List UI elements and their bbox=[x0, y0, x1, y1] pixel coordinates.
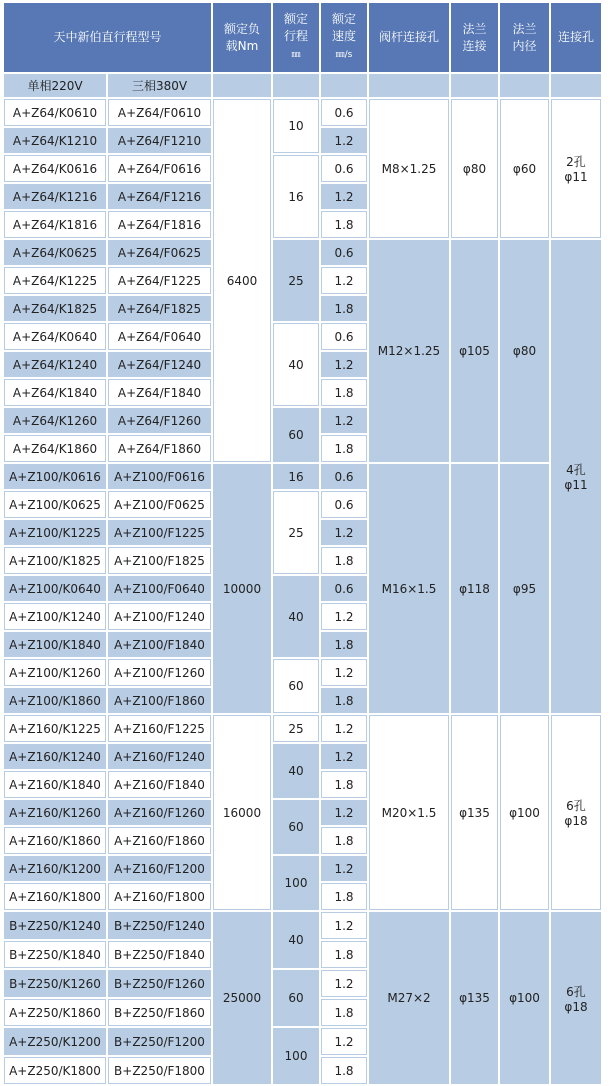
header-inner-line2: 内径 bbox=[512, 38, 537, 53]
model-single-phase: A+Z64/K0610 bbox=[4, 99, 106, 126]
rated-stroke: 16 bbox=[273, 464, 319, 489]
rod-connection: M20×1.5 bbox=[369, 715, 449, 910]
rod-connection: M8×1.25 bbox=[369, 99, 449, 238]
model-single-phase: A+Z64/K1840 bbox=[4, 379, 106, 406]
rated-load: 16000 bbox=[213, 715, 271, 910]
header-stroke bbox=[273, 3, 319, 72]
header-row bbox=[4, 3, 601, 72]
rated-stroke: 25 bbox=[273, 491, 319, 574]
model-three-phase: A+Z160/F1200 bbox=[108, 856, 211, 881]
model-three-phase: A+Z160/F1225 bbox=[108, 715, 211, 742]
header-speed-line2: 速度 bbox=[331, 29, 356, 43]
rated-load: 10000 bbox=[213, 464, 271, 713]
model-single-phase: A+Z100/K1260 bbox=[4, 659, 106, 686]
rated-speed: 1.8 bbox=[321, 688, 367, 713]
table-body bbox=[4, 74, 601, 1084]
rated-speed: 1.8 bbox=[321, 827, 367, 854]
model-single-phase: A+Z64/K0640 bbox=[4, 323, 106, 350]
hole-count: 2孔 bbox=[566, 155, 586, 169]
subheader-empty bbox=[213, 74, 271, 97]
subheader-row bbox=[4, 74, 601, 97]
flange-inner-diameter: φ60 bbox=[500, 99, 549, 238]
rated-speed: 1.2 bbox=[321, 184, 367, 209]
rated-speed: 1.2 bbox=[321, 659, 367, 686]
rated-speed: 1.2 bbox=[321, 715, 367, 742]
model-three-phase: A+Z160/F1860 bbox=[108, 827, 211, 854]
flange-connection: φ80 bbox=[451, 99, 498, 238]
rated-speed: 1.8 bbox=[321, 379, 367, 406]
rated-load: 6400 bbox=[213, 99, 271, 462]
model-three-phase: A+Z160/F1840 bbox=[108, 771, 211, 798]
flange-connection: φ105 bbox=[451, 240, 498, 462]
rated-speed: 0.6 bbox=[321, 323, 367, 350]
subheader-single-phase: 单相220V bbox=[4, 74, 106, 97]
rated-stroke: 40 bbox=[273, 323, 319, 406]
model-single-phase: A+Z64/K1260 bbox=[4, 408, 106, 433]
model-single-phase: A+Z64/K0625 bbox=[4, 240, 106, 265]
table-row bbox=[4, 715, 601, 742]
rated-speed: 1.2 bbox=[321, 603, 367, 630]
rated-speed: 1.2 bbox=[321, 408, 367, 433]
rated-speed: 1.8 bbox=[321, 941, 367, 968]
hole-count: 6孔 bbox=[566, 799, 586, 813]
model-three-phase: A+Z64/F1840 bbox=[108, 379, 211, 406]
model-three-phase: A+Z64/F0640 bbox=[108, 323, 211, 350]
model-three-phase: A+Z160/F1800 bbox=[108, 883, 211, 910]
model-single-phase: B+Z250/K1260 bbox=[4, 970, 106, 997]
model-single-phase: A+Z160/K1800 bbox=[4, 883, 106, 910]
rated-stroke: 40 bbox=[273, 744, 319, 798]
spec-table bbox=[2, 1, 603, 1086]
rated-stroke: 60 bbox=[273, 970, 319, 1026]
subheader-empty bbox=[273, 74, 319, 97]
model-single-phase: A+Z64/K1825 bbox=[4, 296, 106, 321]
header-flange-line2: 连接 bbox=[462, 38, 487, 53]
rated-speed: 1.2 bbox=[321, 128, 367, 153]
model-single-phase: A+Z64/K1225 bbox=[4, 267, 106, 294]
model-three-phase: A+Z64/F0610 bbox=[108, 99, 211, 126]
rated-speed: 1.2 bbox=[321, 267, 367, 294]
model-single-phase: A+Z64/K1240 bbox=[4, 352, 106, 377]
header-model: 天中新伯直行程型号 bbox=[4, 3, 211, 72]
rated-speed: 1.8 bbox=[321, 883, 367, 910]
model-three-phase: A+Z100/F0625 bbox=[108, 491, 211, 518]
header-speed-unit: ㎜/s bbox=[335, 50, 353, 60]
hole-diameter: φ18 bbox=[564, 999, 588, 1014]
model-three-phase: A+Z100/F1860 bbox=[108, 688, 211, 713]
model-single-phase: A+Z100/K0616 bbox=[4, 464, 106, 489]
flange-connection: φ135 bbox=[451, 715, 498, 910]
header-flange bbox=[451, 3, 498, 72]
model-three-phase: B+Z250/F1800 bbox=[108, 1057, 211, 1084]
flange-inner-diameter: φ80 bbox=[500, 240, 549, 462]
rated-speed: 1.8 bbox=[321, 771, 367, 798]
hole-count: 4孔 bbox=[566, 463, 586, 477]
rated-speed: 1.8 bbox=[321, 999, 367, 1026]
model-three-phase: A+Z160/F1260 bbox=[108, 800, 211, 825]
subheader-empty bbox=[369, 74, 449, 97]
header-flange-line1: 法兰 bbox=[462, 21, 487, 36]
model-three-phase: A+Z64/F0625 bbox=[108, 240, 211, 265]
header-speed-line1: 额定 bbox=[331, 12, 356, 26]
header-inner-line1: 法兰 bbox=[512, 21, 537, 36]
model-single-phase: A+Z160/K1225 bbox=[4, 715, 106, 742]
rated-stroke: 60 bbox=[273, 800, 319, 854]
header-stroke-line2: 行程 bbox=[283, 29, 308, 43]
hole-diameter: φ18 bbox=[564, 814, 588, 828]
header-load bbox=[213, 3, 271, 72]
model-three-phase: B+Z250/F1840 bbox=[108, 941, 211, 968]
rated-stroke: 25 bbox=[273, 715, 319, 742]
rated-speed: 1.2 bbox=[321, 744, 367, 769]
rated-stroke: 100 bbox=[273, 1028, 319, 1084]
rated-speed: 1.2 bbox=[321, 856, 367, 881]
rated-speed: 0.6 bbox=[321, 240, 367, 265]
hole-count: 6孔 bbox=[566, 984, 586, 999]
model-single-phase: A+Z100/K1240 bbox=[4, 603, 106, 630]
rated-stroke: 100 bbox=[273, 856, 319, 910]
model-single-phase: B+Z250/K1240 bbox=[4, 912, 106, 939]
header-speed bbox=[321, 3, 367, 72]
subheader-empty bbox=[500, 74, 549, 97]
model-three-phase: A+Z100/F1225 bbox=[108, 520, 211, 545]
model-single-phase: A+Z160/K1860 bbox=[4, 827, 106, 854]
model-single-phase: A+Z64/K0616 bbox=[4, 155, 106, 182]
model-single-phase: A+Z100/K1840 bbox=[4, 632, 106, 657]
subheader-empty bbox=[551, 74, 601, 97]
rated-stroke: 10 bbox=[273, 99, 319, 153]
header-inner bbox=[500, 3, 549, 72]
model-three-phase: B+Z250/F1260 bbox=[108, 970, 211, 997]
rated-speed: 1.2 bbox=[321, 970, 367, 997]
model-three-phase: A+Z64/F1860 bbox=[108, 435, 211, 462]
table-row bbox=[4, 912, 601, 939]
model-three-phase: A+Z64/F1816 bbox=[108, 211, 211, 238]
connection-hole bbox=[551, 240, 601, 713]
connection-hole bbox=[551, 912, 601, 1084]
model-single-phase: A+Z64/K1860 bbox=[4, 435, 106, 462]
model-single-phase: A+Z100/K1860 bbox=[4, 688, 106, 713]
model-three-phase: A+Z100/F1260 bbox=[108, 659, 211, 686]
model-single-phase: A+Z100/K1825 bbox=[4, 547, 106, 574]
header-stroke-line1: 额定 bbox=[283, 12, 308, 26]
rated-stroke: 25 bbox=[273, 240, 319, 321]
rated-stroke: 60 bbox=[273, 659, 319, 713]
model-three-phase: A+Z64/F1240 bbox=[108, 352, 211, 377]
model-three-phase: B+Z250/F1860 bbox=[108, 999, 211, 1026]
rated-speed: 0.6 bbox=[321, 155, 367, 182]
model-single-phase: A+Z100/K1225 bbox=[4, 520, 106, 545]
flange-connection: φ118 bbox=[451, 464, 498, 713]
model-single-phase: A+Z160/K1840 bbox=[4, 771, 106, 798]
flange-inner-diameter: φ100 bbox=[500, 912, 549, 1084]
model-three-phase: B+Z250/F1200 bbox=[108, 1028, 211, 1055]
model-single-phase: A+Z160/K1240 bbox=[4, 744, 106, 769]
rated-speed: 1.8 bbox=[321, 211, 367, 238]
hole-diameter: φ11 bbox=[564, 478, 588, 492]
model-single-phase: A+Z250/K1800 bbox=[4, 1057, 106, 1084]
header-load-line1: 额定负 bbox=[223, 21, 260, 36]
rated-speed: 1.8 bbox=[321, 632, 367, 657]
rated-speed: 0.6 bbox=[321, 491, 367, 518]
model-three-phase: A+Z64/F1825 bbox=[108, 296, 211, 321]
model-single-phase: B+Z250/K1840 bbox=[4, 941, 106, 968]
rated-speed: 0.6 bbox=[321, 99, 367, 126]
model-single-phase: A+Z100/K0625 bbox=[4, 491, 106, 518]
model-three-phase: A+Z64/F1260 bbox=[108, 408, 211, 433]
rated-speed: 1.8 bbox=[321, 1057, 367, 1084]
rod-connection: M27×2 bbox=[369, 912, 449, 1084]
subheader-empty bbox=[451, 74, 498, 97]
rated-stroke: 40 bbox=[273, 576, 319, 657]
model-three-phase: A+Z100/F0616 bbox=[108, 464, 211, 489]
model-three-phase: B+Z250/F1240 bbox=[108, 912, 211, 939]
header-hole: 连接孔 bbox=[551, 3, 601, 72]
flange-connection: φ135 bbox=[451, 912, 498, 1084]
model-three-phase: A+Z64/F1216 bbox=[108, 184, 211, 209]
rated-stroke: 40 bbox=[273, 912, 319, 968]
rated-speed: 1.2 bbox=[321, 1028, 367, 1055]
subheader-empty bbox=[321, 74, 367, 97]
model-single-phase: A+Z64/K1816 bbox=[4, 211, 106, 238]
header-load-line2: 载Nm bbox=[225, 38, 259, 53]
subheader-three-phase: 三相380V bbox=[108, 74, 211, 97]
table-row bbox=[4, 464, 601, 489]
connection-hole bbox=[551, 715, 601, 910]
rated-speed: 0.6 bbox=[321, 464, 367, 489]
hole-diameter: φ11 bbox=[564, 170, 588, 184]
model-three-phase: A+Z100/F1825 bbox=[108, 547, 211, 574]
model-single-phase: A+Z160/K1260 bbox=[4, 800, 106, 825]
model-three-phase: A+Z64/F1210 bbox=[108, 128, 211, 153]
model-three-phase: A+Z100/F0640 bbox=[108, 576, 211, 601]
flange-inner-diameter: φ100 bbox=[500, 715, 549, 910]
model-three-phase: A+Z64/F1225 bbox=[108, 267, 211, 294]
rated-load: 25000 bbox=[213, 912, 271, 1084]
rated-speed: 1.2 bbox=[321, 912, 367, 939]
rated-stroke: 16 bbox=[273, 155, 319, 238]
rod-connection: M12×1.25 bbox=[369, 240, 449, 462]
model-single-phase: A+Z250/K1860 bbox=[4, 999, 106, 1026]
rated-speed: 1.2 bbox=[321, 800, 367, 825]
header-stroke-unit: ㎜ bbox=[291, 50, 301, 60]
model-three-phase: A+Z100/F1240 bbox=[108, 603, 211, 630]
model-single-phase: A+Z64/K1210 bbox=[4, 128, 106, 153]
connection-hole bbox=[551, 99, 601, 238]
rated-speed: 0.6 bbox=[321, 576, 367, 601]
model-three-phase: A+Z100/F1840 bbox=[108, 632, 211, 657]
model-single-phase: A+Z64/K1216 bbox=[4, 184, 106, 209]
flange-inner-diameter: φ95 bbox=[500, 464, 549, 713]
model-single-phase: A+Z250/K1200 bbox=[4, 1028, 106, 1055]
rated-speed: 1.8 bbox=[321, 296, 367, 321]
rated-speed: 1.8 bbox=[321, 435, 367, 462]
header-rod: 阀杆连接孔 bbox=[369, 3, 449, 72]
table-row bbox=[4, 99, 601, 126]
model-three-phase: A+Z64/F0616 bbox=[108, 155, 211, 182]
rated-speed: 1.2 bbox=[321, 352, 367, 377]
model-single-phase: A+Z100/K0640 bbox=[4, 576, 106, 601]
model-three-phase: A+Z160/F1240 bbox=[108, 744, 211, 769]
rod-connection: M16×1.5 bbox=[369, 464, 449, 713]
table-row bbox=[4, 240, 601, 265]
model-single-phase: A+Z160/K1200 bbox=[4, 856, 106, 881]
rated-speed: 1.2 bbox=[321, 520, 367, 545]
rated-stroke: 60 bbox=[273, 408, 319, 462]
rated-speed: 1.8 bbox=[321, 547, 367, 574]
